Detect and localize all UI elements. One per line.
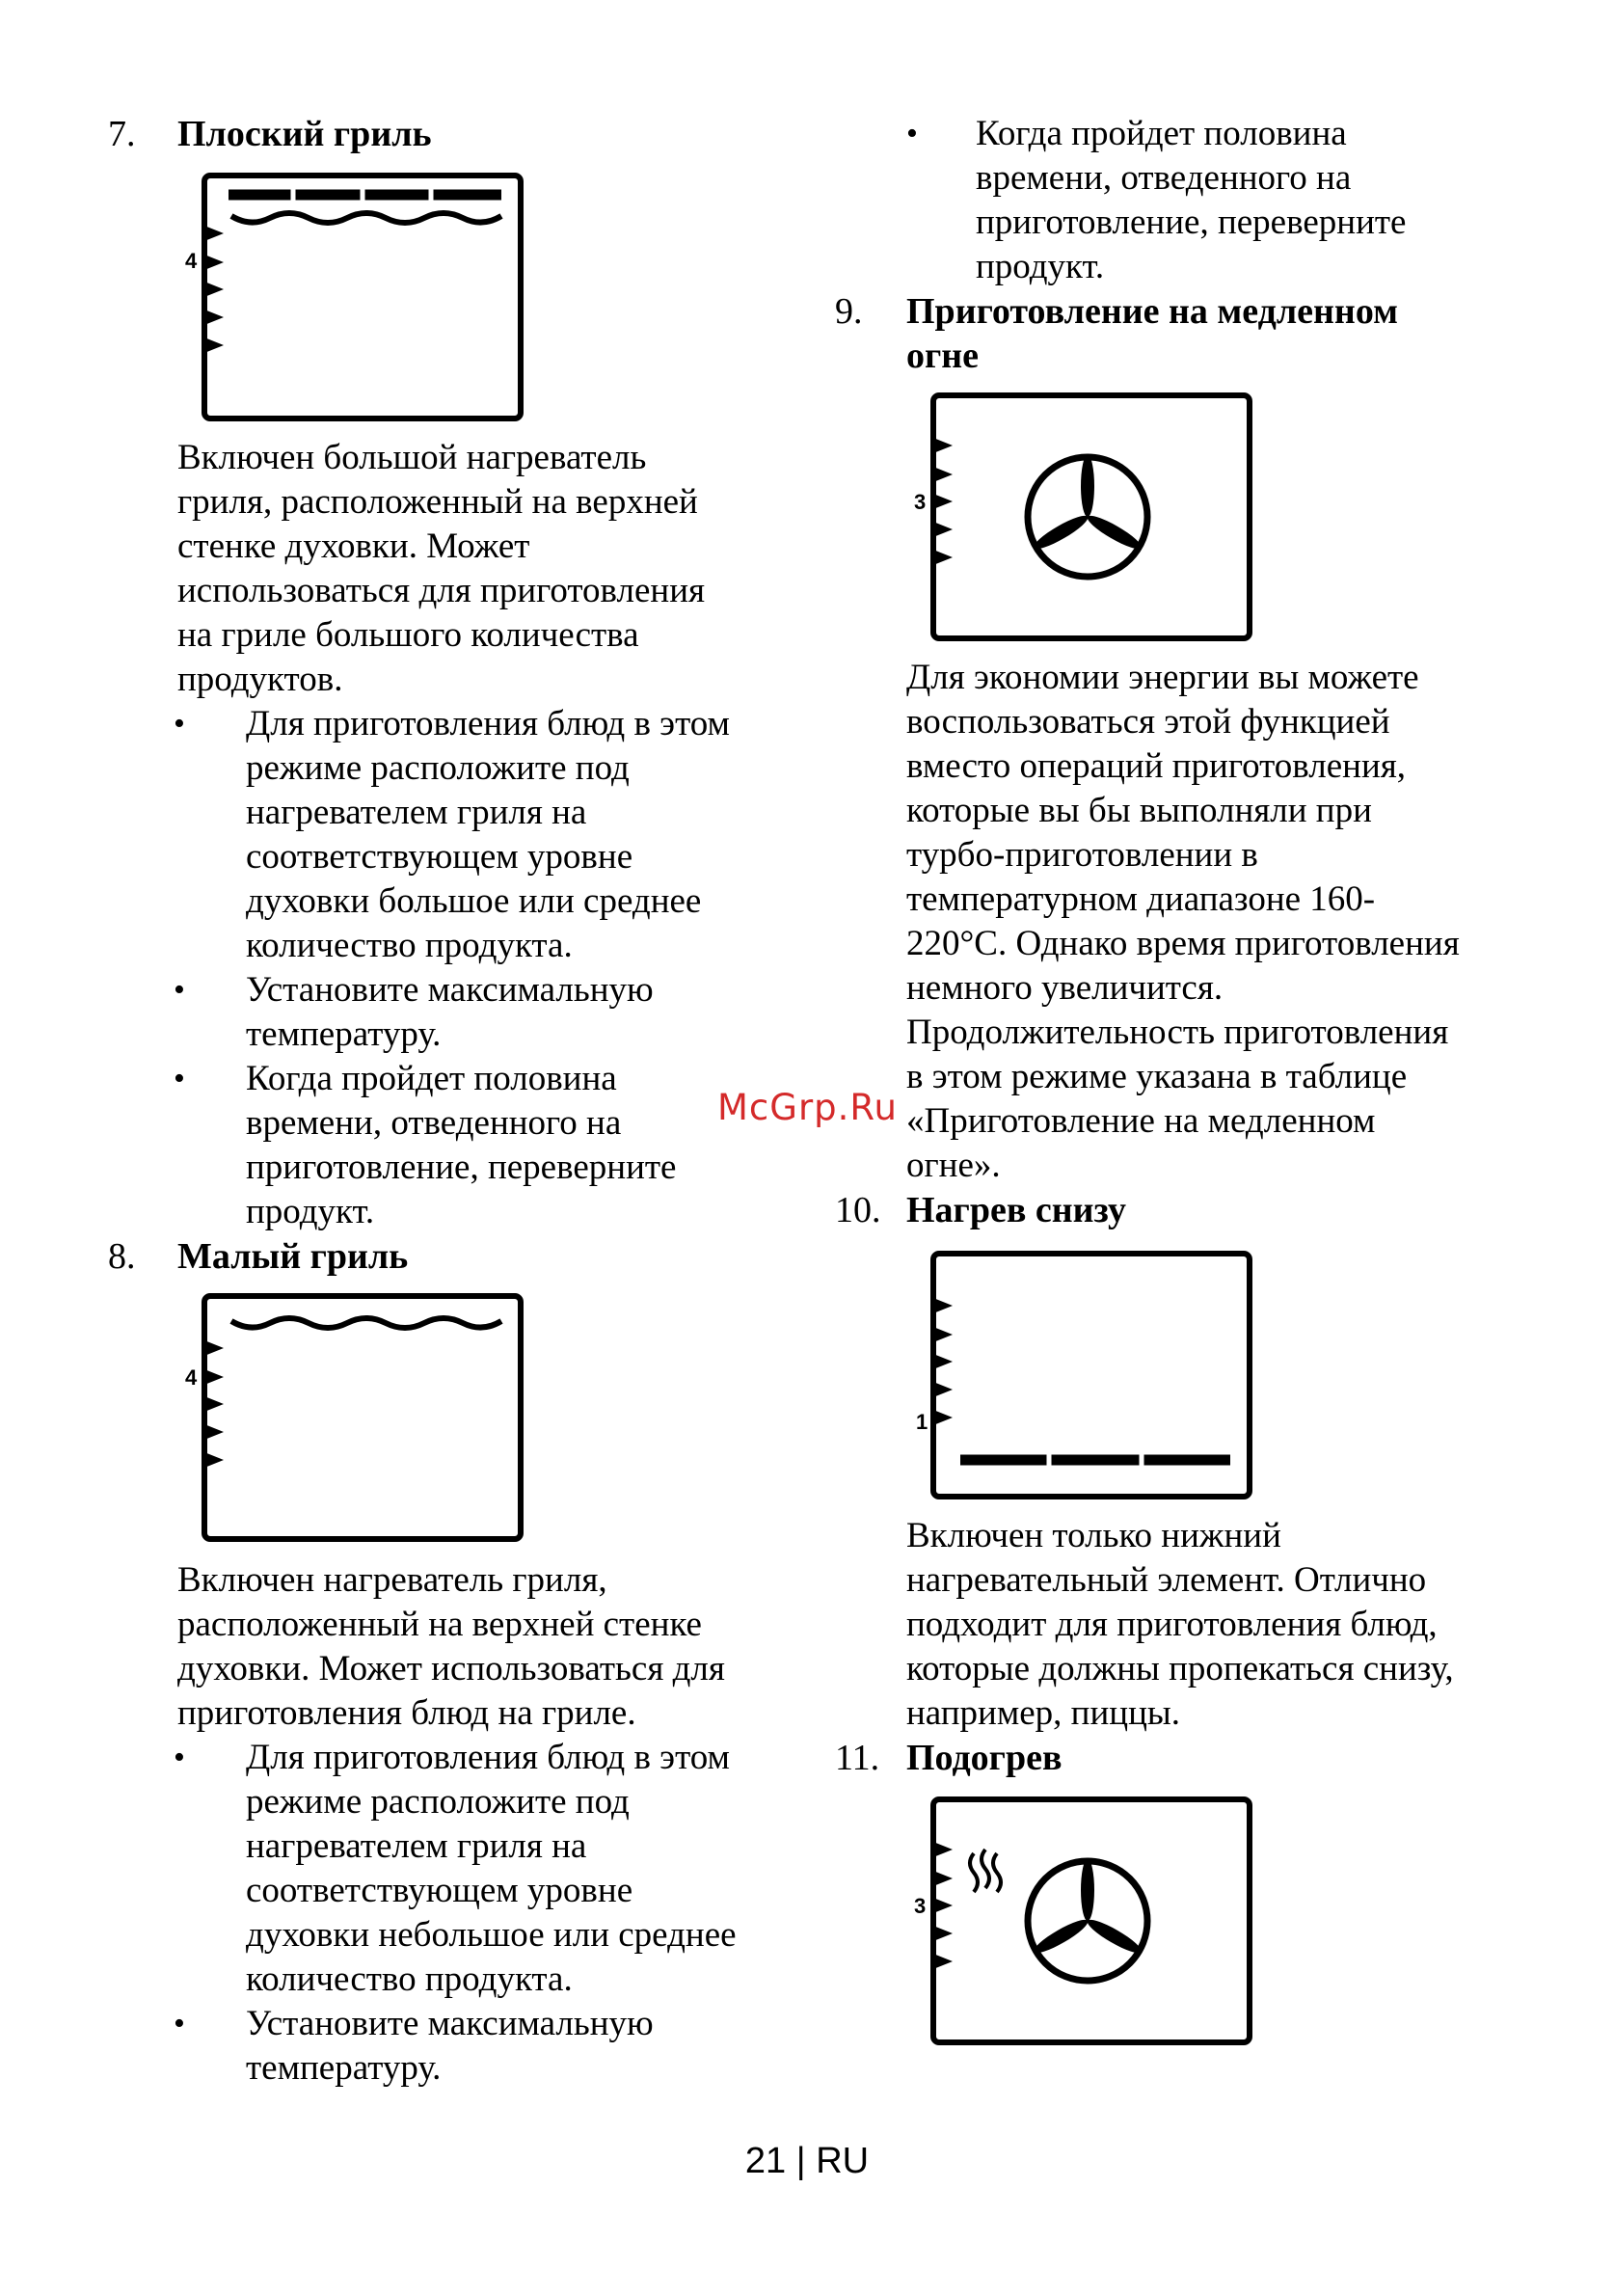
slow-cook-icon: [912, 392, 1259, 644]
section-10-title: Нагрев снизу: [906, 1190, 1126, 1230]
text-line: которые вы бы выполняли при: [906, 791, 1372, 830]
text-line: подходит для приготовления блюд,: [906, 1605, 1438, 1644]
footer-separator: |: [795, 2141, 806, 2181]
bullet-dot: •: [174, 2006, 185, 2041]
bottom-heat-icon: [912, 1250, 1259, 1502]
level-number: 3: [914, 490, 927, 514]
text-line: огне: [906, 336, 980, 376]
text-line: времени, отведенного на: [976, 158, 1352, 198]
text-line: времени, отведенного на: [246, 1103, 622, 1143]
bullet-dot: •: [174, 706, 185, 742]
text-line: в этом режиме указана в таблице: [906, 1057, 1408, 1096]
text-line: Когда пройдет половина: [246, 1059, 617, 1098]
text-line: Включен нагреватель гриля,: [177, 1560, 607, 1600]
section-7-title: Плоский гриль: [177, 114, 432, 154]
section-8-number: 8.: [108, 1236, 136, 1277]
text-line: Для экономии энергии вы можете: [906, 658, 1419, 697]
text-line: Включен только нижний: [906, 1516, 1281, 1555]
text-line: Установите максимальную: [246, 2004, 654, 2043]
bullet-dot: •: [174, 1740, 185, 1775]
text-line: духовки большое или среднее: [246, 881, 702, 921]
text-line: Когда пройдет половина: [976, 114, 1347, 153]
page-number: 21: [744, 2141, 787, 2181]
section-11-title: Подогрев: [906, 1738, 1063, 1778]
text-line: духовки небольшое или среднее: [246, 1915, 737, 1955]
section-9-description: [906, 656, 1460, 1188]
section-8-bullet-1: [246, 1736, 737, 2002]
text-line: температуру.: [246, 1014, 442, 1054]
text-line: например, пиццы.: [906, 1693, 1180, 1733]
text-line: которые должны пропекаться снизу,: [906, 1649, 1454, 1688]
level-number: 1: [916, 1410, 928, 1434]
bullet-dot: •: [906, 116, 918, 151]
section-9-title: [906, 289, 1398, 378]
text-line: температурном диапазоне 160-: [906, 879, 1376, 919]
level-number: 3: [914, 1894, 927, 1918]
text-line: приготовление, переверните: [246, 1148, 677, 1187]
text-line: Установите максимальную: [246, 970, 654, 1010]
level-number: 4: [185, 249, 198, 273]
section-8-title: Малый гриль: [177, 1236, 409, 1277]
text-line: нагревателем гриля на: [246, 793, 587, 832]
text-line: приготовления блюд на гриле.: [177, 1693, 636, 1733]
text-line: температуру.: [246, 2048, 442, 2088]
section-7-bullet-2: [246, 968, 654, 1057]
text-line: нагревателем гриля на: [246, 1826, 587, 1866]
footer-language: RU: [816, 2141, 870, 2181]
section-8-bullet-2: [246, 2002, 654, 2091]
text-line: стенке духовки. Может: [177, 527, 530, 566]
text-line: соответствующем уровне: [246, 1871, 633, 1910]
bullet-dot: •: [174, 972, 185, 1008]
text-line: режиме расположите под: [246, 748, 630, 788]
warming-icon: [912, 1796, 1259, 2048]
text-line: воспользоваться этой функцией: [906, 702, 1390, 742]
text-line: духовки. Может использоваться для: [177, 1649, 725, 1688]
text-line: турбо-приготовлении в: [906, 835, 1258, 875]
continued-bullet: [976, 112, 1406, 289]
section-7-bullet-1: [246, 702, 730, 968]
section-9-number: 9.: [835, 291, 863, 332]
text-line: режиме расположите под: [246, 1782, 630, 1822]
text-line: огне».: [906, 1146, 1001, 1185]
section-8-description: [177, 1558, 725, 1736]
watermark: McGrp.Ru: [717, 1087, 898, 1128]
text-line: приготовление, переверните: [976, 203, 1407, 242]
text-line: 220°C. Однако время приготовления: [906, 924, 1460, 963]
text-line: Приготовление на медленном: [906, 291, 1398, 332]
section-10-description: [906, 1514, 1454, 1736]
section-10-number: 10.: [835, 1190, 881, 1230]
text-line: использоваться для приготовления: [177, 571, 706, 610]
bullet-dot: •: [174, 1061, 185, 1096]
page-footer: [0, 2139, 1614, 2183]
section-7-description: [177, 436, 705, 702]
text-line: Для приготовления блюд в этом: [246, 1738, 730, 1777]
flat-grill-icon: [183, 172, 530, 424]
text-line: расположенный на верхней стенке: [177, 1605, 702, 1644]
text-line: на гриле большого количества: [177, 615, 639, 655]
text-line: «Приготовление на медленном: [906, 1101, 1376, 1141]
level-number: 4: [185, 1365, 198, 1390]
text-line: Продолжительность приготовления: [906, 1013, 1449, 1052]
text-line: соответствующем уровне: [246, 837, 633, 877]
text-line: количество продукта.: [246, 926, 573, 965]
text-line: немного увеличится.: [906, 968, 1224, 1008]
section-7-bullet-3: [246, 1057, 676, 1234]
text-line: продуктов.: [177, 660, 343, 699]
text-line: продукт.: [976, 247, 1105, 286]
text-line: продукт.: [246, 1192, 375, 1231]
text-line: Для приготовления блюд в этом: [246, 704, 730, 743]
text-line: нагревательный элемент. Отлично: [906, 1560, 1427, 1600]
small-grill-icon: [183, 1292, 530, 1545]
section-11-number: 11.: [835, 1738, 880, 1778]
text-line: Включен большой нагреватель: [177, 438, 647, 477]
text-line: гриля, расположенный на верхней: [177, 482, 698, 522]
heat-waves-icon: [970, 1850, 1001, 1892]
section-7-number: 7.: [108, 114, 136, 154]
text-line: количество продукта.: [246, 1959, 573, 1999]
text-line: вместо операций приготовления,: [906, 746, 1407, 786]
